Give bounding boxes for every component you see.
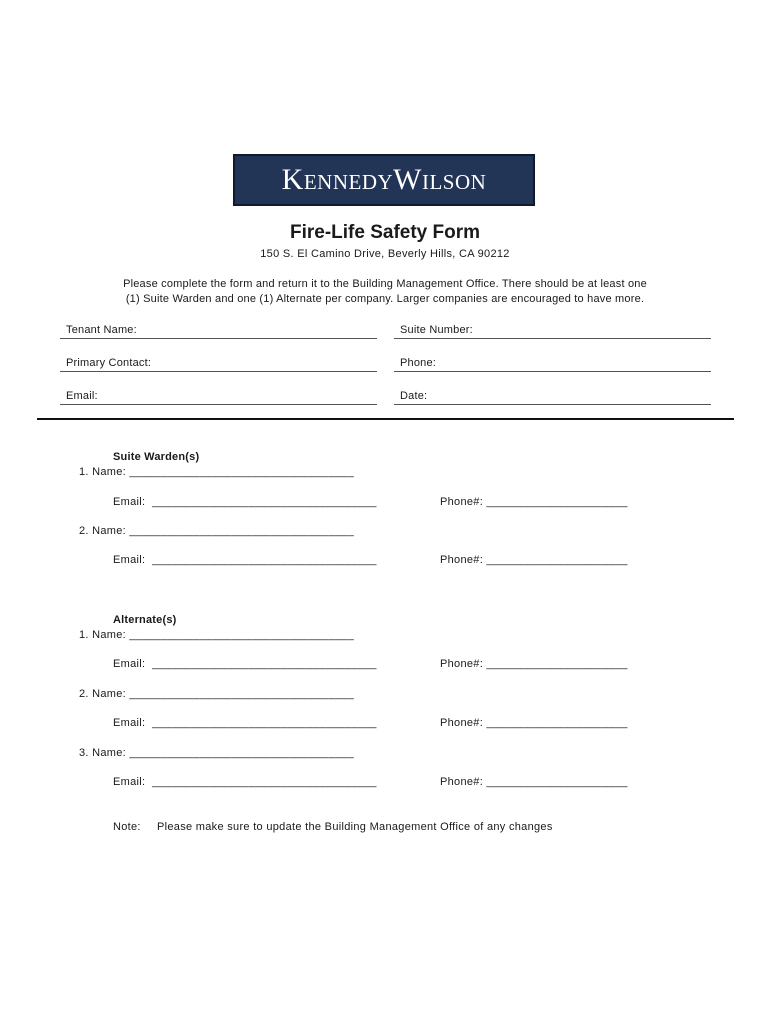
suite-number-label: Suite Number:: [400, 324, 473, 336]
warden-2-phone-field[interactable]: Phone#: ______________________: [440, 554, 628, 566]
phone-field[interactable]: [394, 356, 711, 372]
warden-1-name-field[interactable]: 1. Name: ___________________________________: [79, 466, 355, 478]
instructions-line-1: Please complete the form and return it to the Building Management Office. There should be at least one: [123, 278, 647, 290]
date-label: Date:: [400, 390, 428, 402]
warden-2-email-field[interactable]: Email: ___________________________________: [113, 554, 377, 566]
suite-wardens-heading: Suite Warden(s): [113, 451, 200, 463]
suite-number-field[interactable]: [394, 323, 711, 339]
logo-text: KennedyWilson: [281, 163, 487, 196]
note-text: Please make sure to update the Building Management Office of any changes: [157, 821, 553, 833]
warden-2-name-field[interactable]: 2. Name: ___________________________________: [79, 525, 355, 537]
alternate-1-name-field[interactable]: 1. Name: ___________________________________: [79, 629, 355, 641]
alternate-3-email-field[interactable]: Email: ___________________________________: [113, 776, 377, 788]
form-title: Fire-Life Safety Form: [289, 222, 481, 243]
form-instructions: [60, 277, 710, 307]
warden-1-phone-field[interactable]: Phone#: ______________________: [440, 496, 628, 508]
primary-contact-label: Primary Contact:: [66, 357, 152, 369]
alternate-3-name-field[interactable]: 3. Name: ___________________________________: [79, 747, 355, 759]
email-label: Email:: [66, 390, 98, 402]
tenant-name-field[interactable]: [60, 323, 377, 339]
alternate-3-phone-field[interactable]: Phone#: ______________________: [440, 776, 628, 788]
kennedy-wilson-logo: [233, 154, 535, 206]
instructions-line-2: (1) Suite Warden and one (1) Alternate per company. Larger companies are encouraged to have more.: [125, 293, 645, 305]
email-field[interactable]: [60, 389, 377, 405]
alternate-1-email-field[interactable]: Email: ___________________________________: [113, 658, 377, 670]
alternates-heading: Alternate(s): [113, 614, 177, 626]
date-field[interactable]: [394, 389, 711, 405]
primary-contact-field[interactable]: [60, 356, 377, 372]
warden-1-email-field[interactable]: Email: ___________________________________: [113, 496, 377, 508]
alternate-1-phone-field[interactable]: Phone#: ______________________: [440, 658, 628, 670]
form-address: 150 S. El Camino Drive, Beverly Hills, CA 90212: [260, 248, 510, 260]
alternate-2-phone-field[interactable]: Phone#: ______________________: [440, 717, 628, 729]
alternate-2-name-field[interactable]: 2. Name: ___________________________________: [79, 688, 355, 700]
phone-label: Phone:: [400, 357, 437, 369]
tenant-name-label: Tenant Name:: [66, 324, 137, 336]
alternate-2-email-field[interactable]: Email: ___________________________________: [113, 717, 377, 729]
note-label: Note:: [113, 821, 141, 833]
section-divider: [37, 418, 734, 420]
